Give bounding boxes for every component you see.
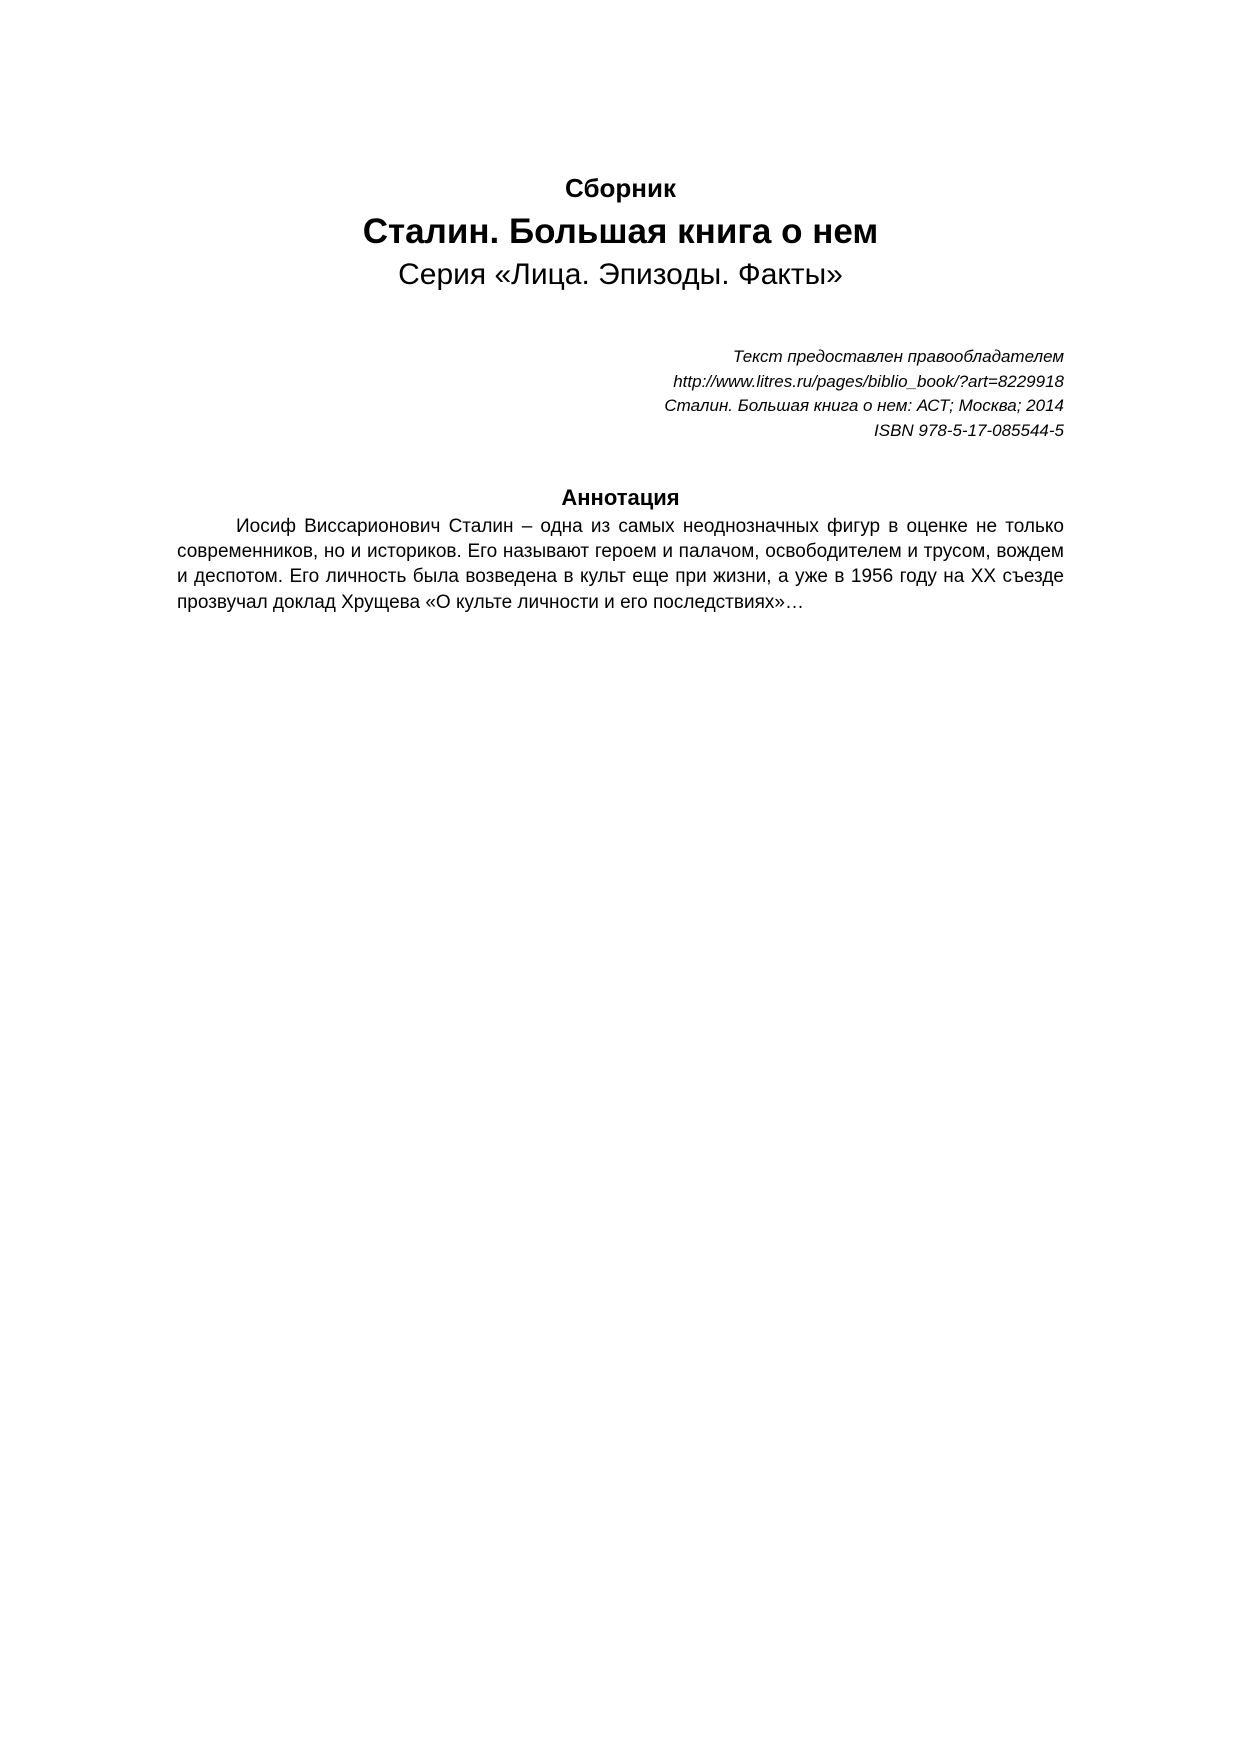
book-author: Сборник [565, 173, 676, 203]
copyright-holder-line: Текст предоставлен правообладателем [732, 347, 1064, 366]
book-series: Серия «Лица. Эпизоды. Факты» [398, 258, 843, 291]
source-url-line: http://www.litres.ru/pages/biblio_book/?art=8229918 [673, 371, 1064, 391]
publisher-line: Сталин. Большая книга о нем: АСТ; Москва; 2014 [664, 396, 1064, 415]
copyright-block [364, 345, 1064, 443]
isbn-line: ISBN 978-5-17-085544-5 [874, 420, 1064, 440]
book-title: Сталин. Большая книга о нем [362, 212, 879, 251]
annotation-heading: Аннотация [561, 485, 680, 510]
annotation-paragraph: Иосиф Виссарионович Сталин – одна из самых неоднозначных фигур в оценке не только современников, но и историков. Его называют героем и палачом, освободителем и трусом, вождем и деспотом. Его личность была возведена в культ еще при жизни, а уже в 1956 году на XX съезде прозвучал доклад Хрущева «О культе личности и его последствиях»… [177, 516, 1064, 613]
